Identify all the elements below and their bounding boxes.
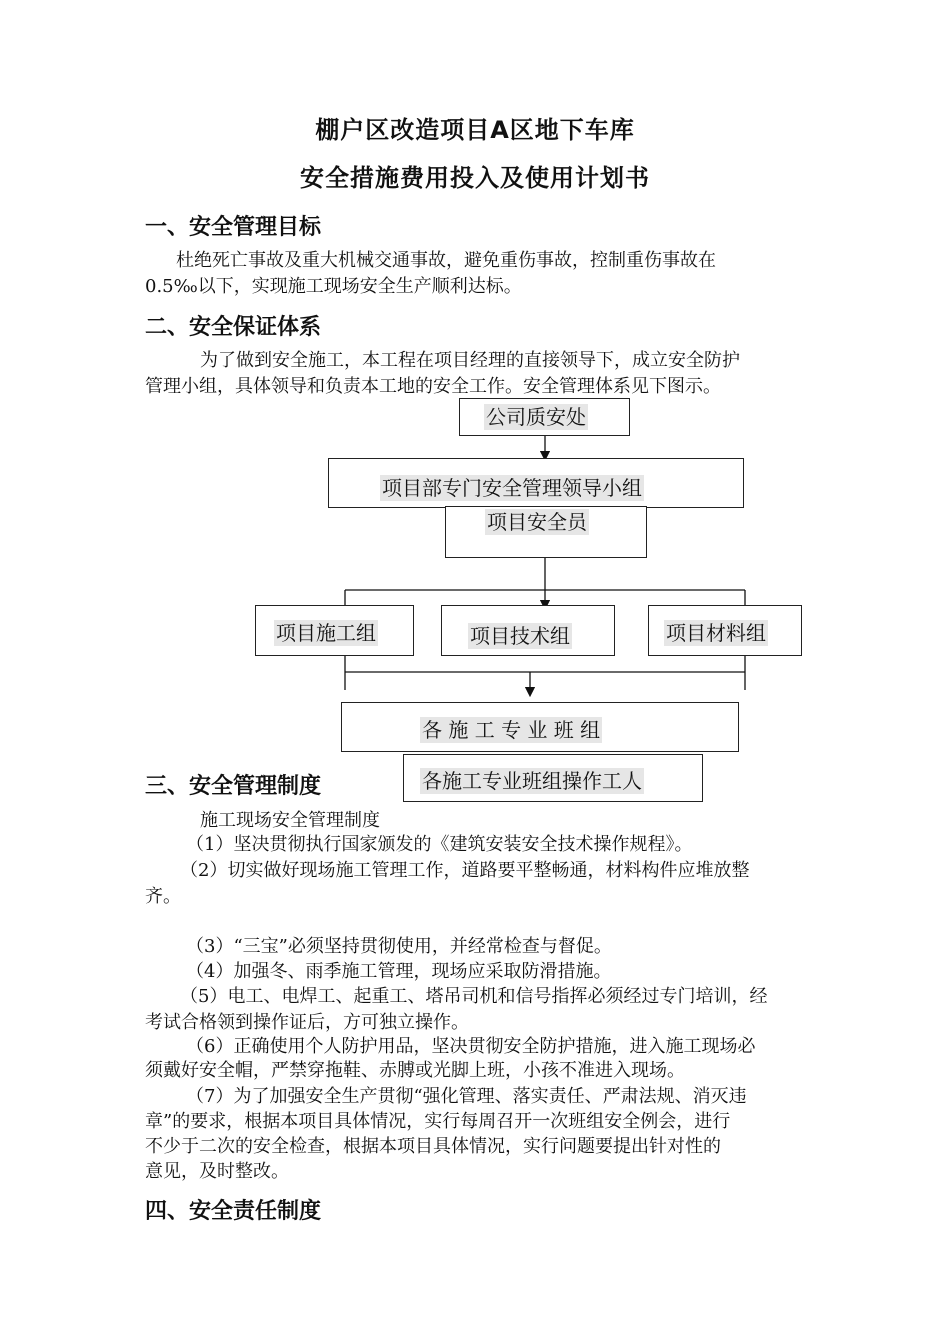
org-label-company: 公司质安处	[486, 405, 586, 429]
section3-item6-line1: （6）正确使用个人防护用品，坚决贯彻安全防护措施，进入施工现场必	[186, 1036, 756, 1057]
section3-item7-line2: 章”的要求，根据本项目具体情况，实行每周召开一次班组安全例会，进行	[145, 1111, 731, 1132]
section3-item7-line3: 不少于二次的安全检查，根据本项目具体情况，实行问题要提出针对性的	[145, 1136, 721, 1157]
doc-title-line2: 安全措施费用投入及使用计划书	[300, 164, 650, 192]
section2-heading: 二、安全保证体系	[145, 315, 322, 340]
section3-item2-line2: 齐。	[145, 886, 181, 907]
org-label-safety-officer: 项目安全员	[487, 510, 587, 534]
section2-para-line1: 为了做到安全施工，本工程在项目经理的直接领导下，成立安全防护	[200, 350, 740, 371]
section3-item2-line1: （2）切实做好现场施工管理工作，道路要平整畅通，材料构件应堆放整	[180, 860, 750, 881]
section2-para-line2: 管理小组，具体领导和负责本工地的安全工作。安全管理体系见下图示。	[145, 376, 721, 397]
section4-heading: 四、安全责任制度	[145, 1199, 322, 1224]
section1-para-line2: 0.5‰以下，实现施工现场安全生产顺利达标。	[145, 276, 522, 297]
section3-item3: （3）“三宝”必须坚持贯彻使用，并经常检查与督促。	[186, 936, 612, 957]
section3-heading: 三、安全管理制度	[145, 774, 322, 799]
org-label-leader-group: 项目部专门安全管理领导小组	[382, 476, 642, 500]
section3-item4: （4）加强冬、雨季施工管理，现场应采取防滑措施。	[186, 961, 612, 982]
section3-item7-line1: （7）为了加强安全生产贯彻“强化管理、落实责任、严肃法规、消灭违	[186, 1086, 747, 1107]
section3-intro: 施工现场安全管理制度	[200, 810, 380, 831]
org-label-teams: 各 施 工 专 业 班 组	[422, 718, 601, 742]
org-label-workers: 各施工专业班组操作工人	[422, 769, 642, 793]
section3-item5-line1: （5）电工、电焊工、起重工、塔吊司机和信号指挥必须经过专门培训，经	[180, 986, 768, 1007]
org-label-tech-group: 项目技术组	[470, 624, 570, 648]
section1-para-line1: 杜绝死亡事故及重大机械交通事故，避免重伤事故，控制重伤事故在	[176, 250, 716, 271]
org-label-material-group: 项目材料组	[666, 621, 766, 645]
doc-title-line1: 棚户区改造项目A区地下车库	[315, 116, 635, 144]
section3-item6-line2: 须戴好安全帽，严禁穿拖鞋、赤膊或光脚上班，小孩不准进入现场。	[145, 1060, 685, 1081]
section3-item5-line2: 考试合格领到操作证后，方可独立操作。	[145, 1012, 469, 1033]
section1-heading: 一、安全管理目标	[145, 215, 322, 240]
org-label-construction-group: 项目施工组	[276, 621, 376, 645]
section3-item7-line4: 意见，及时整改。	[145, 1161, 289, 1182]
section3-item1: （1）坚决贯彻执行国家颁发的《建筑安装安全技术操作规程》。	[186, 834, 693, 855]
